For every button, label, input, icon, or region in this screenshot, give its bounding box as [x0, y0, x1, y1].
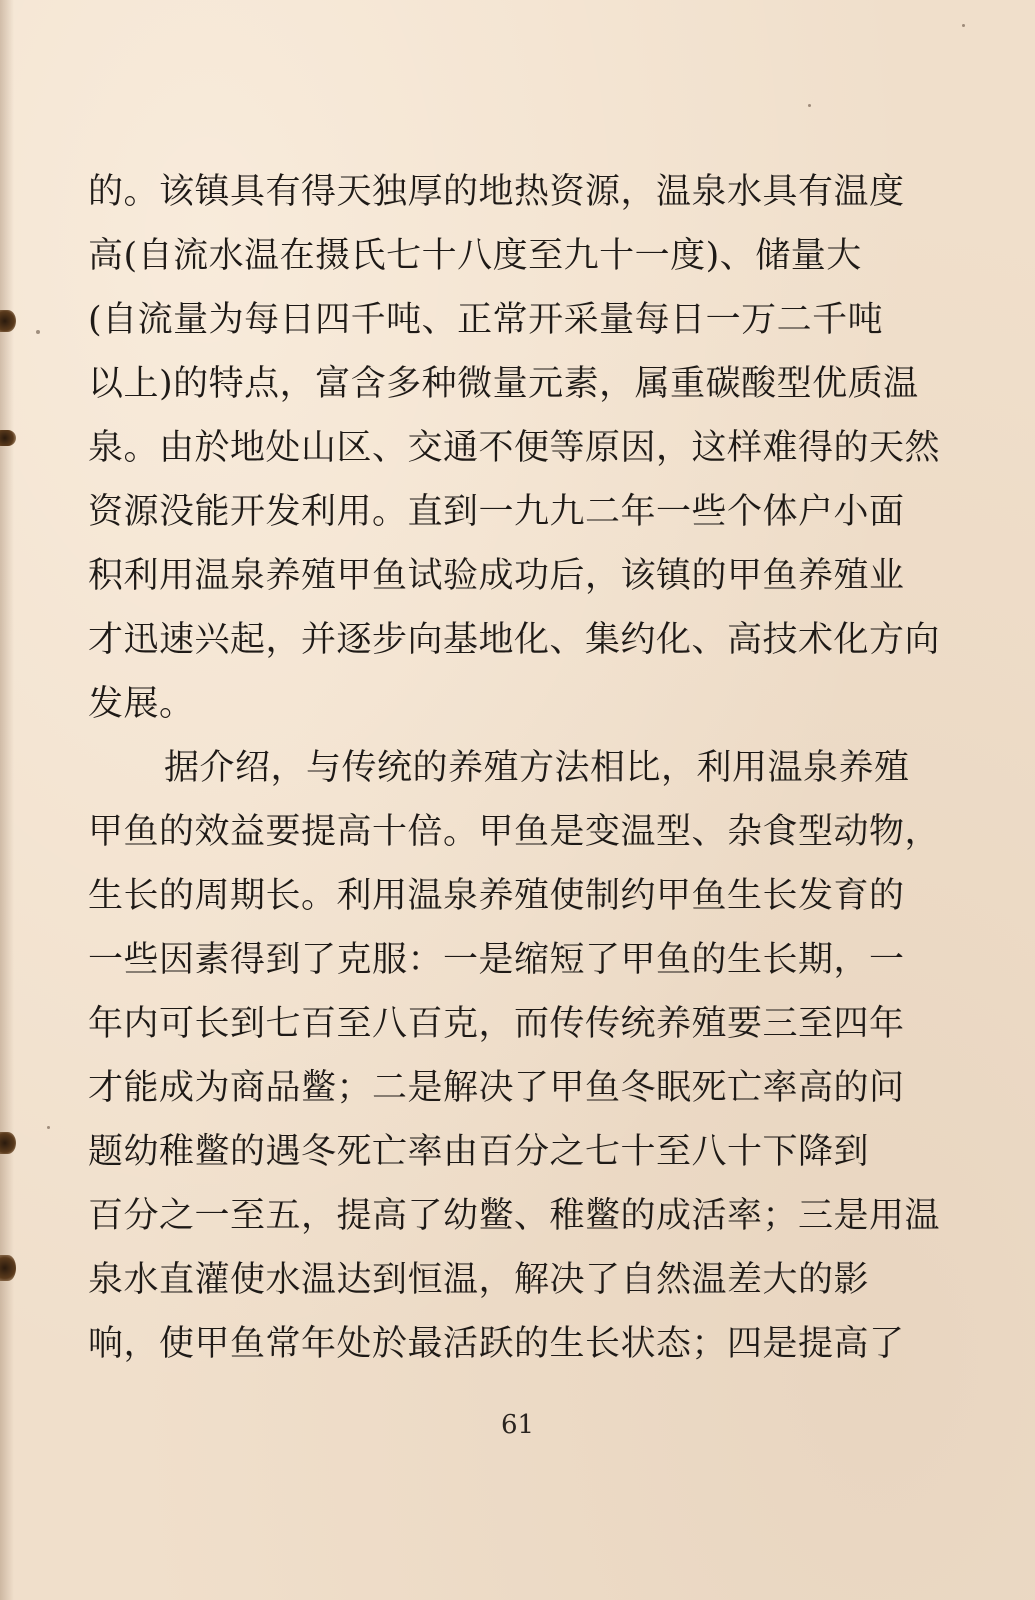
binding-hole	[0, 1255, 16, 1281]
text-line: 一些因素得到了克服：一是缩短了甲鱼的生长期，一	[88, 940, 905, 980]
body-text	[88, 160, 941, 1376]
text-line: 资源没能开发利用。直到一九九二年一些个体户小面	[88, 492, 905, 532]
text-line: 百分之一至五，提高了幼鳖、稚鳖的成活率；三是用温	[88, 1196, 941, 1236]
text-line: 泉水直灌使水温达到恒温，解决了自然温差大的影	[88, 1260, 870, 1300]
text-line: 题幼稚鳖的遇冬死亡率由百分之七十至八十下降到	[88, 1132, 870, 1172]
paper-speck	[962, 24, 965, 27]
binding-hole	[0, 310, 16, 332]
text-line: (自流量为每日四千吨、正常开采量每日一万二千吨	[88, 300, 884, 340]
text-line: 高(自流水温在摄氏七十八度至九十一度)、储量大	[88, 236, 862, 276]
paragraph-1	[88, 160, 941, 736]
text-line: 生长的周期长。利用温泉养殖使制约甲鱼生长发育的	[88, 876, 905, 916]
paper-speck	[36, 330, 40, 334]
text-line: 才能成为商品鳖；二是解决了甲鱼冬眠死亡率高的问	[88, 1068, 905, 1108]
text-line: 据介绍，与传统的养殖方法相比，利用温泉养殖	[164, 748, 910, 788]
binding-hole	[0, 1132, 16, 1154]
text-line: 响，使甲鱼常年处於最活跃的生长状态；四是提高了	[88, 1324, 905, 1364]
text-line: 才迅速兴起，并逐步向基地化、集约化、高技术化方向	[88, 620, 941, 660]
paragraph-2	[88, 736, 941, 1376]
text-line: 甲鱼的效益要提高十倍。甲鱼是变温型、杂食型动物，	[88, 812, 941, 852]
text-line: 积利用温泉养殖甲鱼试验成功后，该镇的甲鱼养殖业	[88, 556, 905, 596]
paper-speck	[47, 1126, 50, 1129]
page-number: 61	[500, 1410, 535, 1440]
text-line: 泉。由於地处山区、交通不便等原因，这样难得的天然	[88, 428, 941, 468]
page-edge-shadow	[0, 0, 14, 1600]
text-line: 的。该镇具有得天独厚的地热资源，温泉水具有温度	[88, 172, 905, 212]
text-line: 发展。	[88, 684, 195, 724]
text-line: 以上)的特点，富含多种微量元素，属重碳酸型优质温	[88, 364, 919, 404]
paper-speck	[808, 104, 811, 107]
text-line: 年内可长到七百至八百克，而传传统养殖要三至四年	[88, 1004, 905, 1044]
binding-hole	[0, 430, 16, 446]
